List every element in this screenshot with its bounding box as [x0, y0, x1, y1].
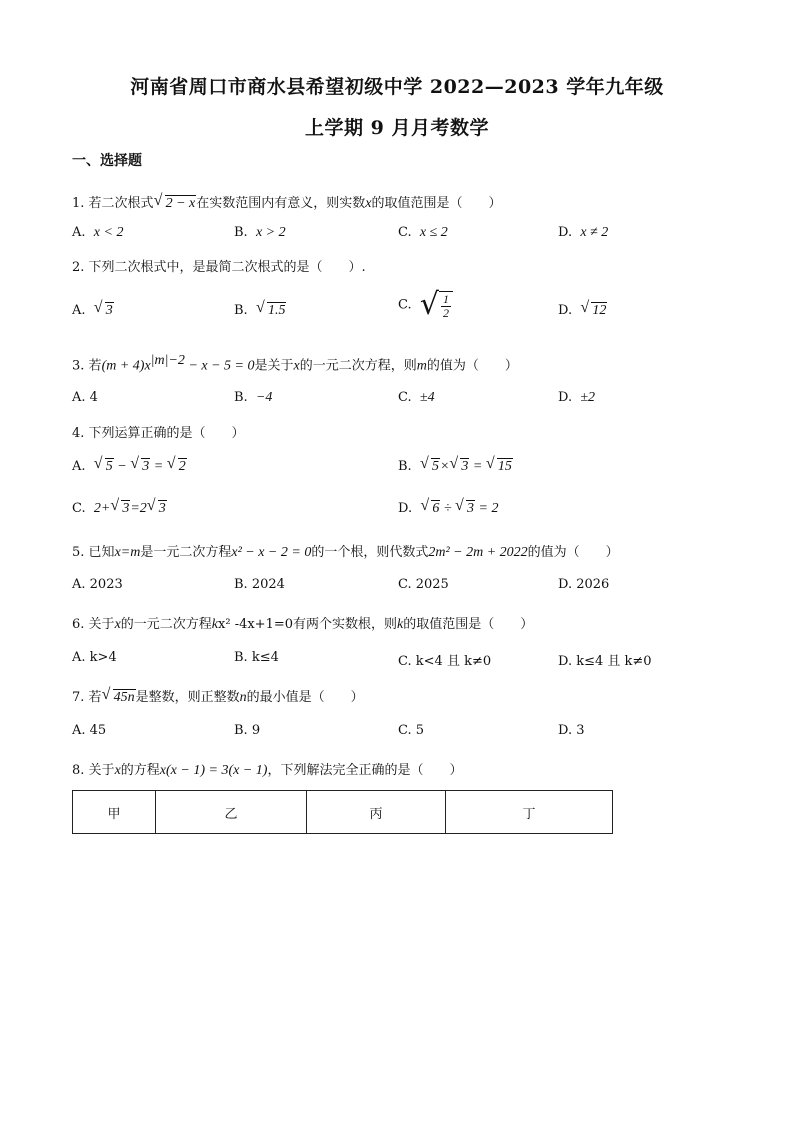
- table-cell-yi: 乙: [156, 791, 307, 834]
- page-subtitle: 上学期 9 月月考数学: [305, 117, 489, 139]
- q1-option-d[interactable]: D. x ≠ 2: [558, 225, 609, 240]
- q7-option-b[interactable]: B. 9: [234, 723, 261, 738]
- q4-option-d[interactable]: D. √ 6 ÷ √ 3 = 2: [398, 500, 499, 517]
- question-4: 4. 下列运算正确的是（ ）: [72, 426, 245, 441]
- q4-option-a[interactable]: A. √ 5 − √ 3 = √ 2: [72, 458, 187, 475]
- question-6: 6. 关于x的一元二次方程kx² -4x+1=0有两个实数根，则k的取值范围是（ ）: [72, 617, 534, 632]
- question-8: 8. 关于x的方程x(x − 1) = 3(x − 1)，下列解法完全正确的是（ ）: [72, 763, 463, 778]
- question-5: 5. 已知x=m是一元二次方程x² − x − 2 = 0的一个根，则代数式2m² − 2m + 2022的值为（ ）: [72, 545, 619, 560]
- q5-option-d[interactable]: D. 2026: [558, 577, 610, 592]
- q7-option-d[interactable]: D. 3: [558, 723, 585, 738]
- q1-option-b[interactable]: B. x > 2: [234, 225, 286, 240]
- question-1: 1. 若二次根式√ 2 − x在实数范围内有意义，则实数x的取值范围是（ ）: [72, 192, 501, 212]
- q1-option-a[interactable]: A. x < 2: [72, 225, 124, 240]
- table-cell-ding: 丁: [446, 791, 613, 834]
- q2-option-d[interactable]: D. √ 12: [558, 302, 607, 319]
- q1-option-c[interactable]: C. x ≤ 2: [398, 225, 448, 240]
- q2-option-c[interactable]: C. √ $\frac{1}{2}$: [398, 290, 453, 320]
- radical: √ 2 − x: [156, 195, 197, 212]
- solution-table: [72, 790, 613, 834]
- q3-option-a[interactable]: A. 4: [72, 390, 98, 405]
- q3-option-b[interactable]: B. −4: [234, 390, 273, 405]
- q4-option-b[interactable]: B. √ 5×√ 3 = √ 15: [398, 458, 513, 475]
- q7-option-c[interactable]: C. 5: [398, 723, 425, 738]
- q5-option-c[interactable]: C. 2025: [398, 577, 449, 592]
- q6-option-a[interactable]: A. k>4: [72, 650, 117, 665]
- section-heading: 一、选择题: [72, 153, 142, 169]
- q7-option-a[interactable]: A. 45: [72, 723, 107, 738]
- q2-option-b[interactable]: B. √ 1.5: [234, 302, 286, 319]
- q5-option-a[interactable]: A. 2023: [72, 577, 123, 592]
- q4-option-c[interactable]: C. 2+√ 3=2√ 3: [72, 500, 167, 517]
- q3-option-c[interactable]: C. ±4: [398, 390, 435, 405]
- question-7: 7. 若√ 45n是整数，则正整数n的最小值是（ ）: [72, 686, 364, 706]
- q6-option-b[interactable]: B. k≤4: [234, 650, 279, 665]
- table-cell-jia: 甲: [73, 791, 156, 834]
- question-2: 2. 下列二次根式中，是最简二次根式的是（ ）.: [72, 260, 366, 275]
- q5-option-b[interactable]: B. 2024: [234, 577, 285, 592]
- q6-option-c[interactable]: C. k<4 且 k≠0: [398, 654, 492, 669]
- question-3: 3. 若$(m + 4)x^{|m|-2} - x - 5 = 0$是关于x的一元二次方程，则m的值为（ ）: [72, 353, 518, 374]
- q6-option-d[interactable]: D. k≤4 且 k≠0: [558, 654, 652, 669]
- page-title: 河南省周口市商水县希望初级中学 2022—2023 学年九年级: [130, 76, 664, 98]
- q2-option-a[interactable]: A. √ 3: [72, 302, 114, 319]
- q3-option-d[interactable]: D. ±2: [558, 390, 596, 405]
- table-cell-bing: 丙: [307, 791, 446, 834]
